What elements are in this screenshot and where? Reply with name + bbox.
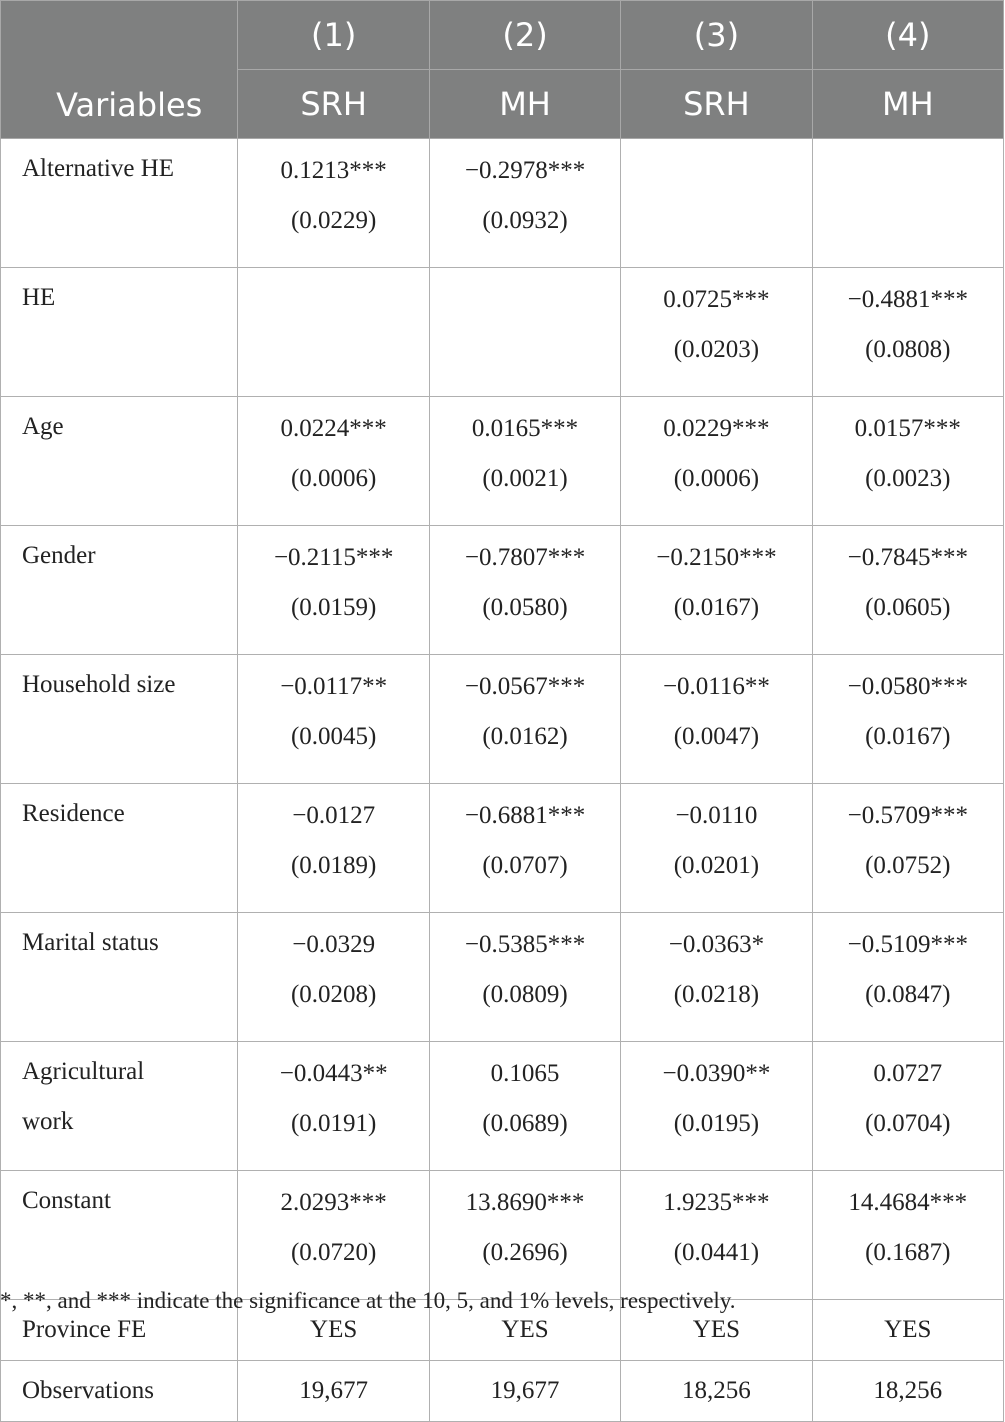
coefficient: 2.0293***: [280, 1189, 387, 1216]
table-row: [1, 397, 1004, 526]
standard-error: (0.0195): [673, 1110, 760, 1137]
coefficient: [813, 146, 1003, 196]
column-header-4: (4): [812, 1, 1003, 70]
column-header-1: (1): [238, 1, 429, 70]
standard-error: (0.0218): [673, 981, 760, 1008]
coefficient: 0.0165***: [471, 415, 579, 442]
standard-error: (0.0707): [482, 852, 568, 879]
standard-error: [621, 196, 811, 246]
standard-error: (0.0441): [673, 1239, 760, 1266]
table-row: [1, 784, 1004, 913]
table-cell: [429, 1042, 620, 1171]
standard-error: (0.0208): [290, 981, 377, 1008]
table-cell: [238, 397, 429, 526]
standard-error: (0.0847): [865, 981, 951, 1008]
table-cell: [621, 655, 812, 784]
table-row: [1, 1042, 1004, 1171]
standard-error: (0.0932): [482, 207, 568, 234]
table-cell: [621, 784, 812, 913]
standard-error: (0.0720): [290, 1239, 377, 1266]
standard-error: (0.0201): [673, 852, 760, 879]
coefficient: −0.0329: [292, 931, 376, 958]
variables-header: Variables: [1, 1, 238, 139]
standard-error: (0.0689): [482, 1110, 568, 1137]
row-label-text: Marital status: [22, 929, 159, 956]
table-cell: [429, 268, 620, 397]
coefficient: 0.0157***: [854, 415, 961, 442]
table-cell: [812, 397, 1003, 526]
coefficient: 14.4684***: [848, 1189, 968, 1216]
standard-error: (0.0167): [673, 594, 760, 621]
dependent-header-2: MH: [429, 70, 620, 139]
coefficient: 0.1213***: [280, 157, 387, 184]
table-cell: YES: [238, 1300, 429, 1361]
coefficient: −0.7845***: [847, 544, 968, 571]
coefficient: 0.0725***: [663, 286, 770, 313]
dependent-header-1: SRH: [238, 70, 429, 139]
row-label-line-2: work: [22, 1108, 74, 1135]
table-row: [1, 526, 1004, 655]
table-cell: 19,677: [429, 1361, 620, 1422]
coefficient: −0.6881***: [464, 802, 586, 829]
coefficient: −0.0567***: [464, 673, 586, 700]
coefficient: −0.0580***: [847, 673, 968, 700]
row-label: Province FE: [1, 1300, 238, 1361]
coefficient: −0.4881***: [847, 286, 968, 313]
standard-error: (0.0203): [673, 336, 760, 363]
row-label: [1, 655, 238, 784]
row-label-text: Age: [22, 413, 64, 440]
coefficient: −0.5109***: [847, 931, 968, 958]
coefficient: 13.8690***: [465, 1189, 585, 1216]
dependent-header-4: MH: [812, 70, 1003, 139]
coefficient: −0.0443**: [279, 1060, 388, 1087]
column-header-2: (2): [429, 1, 620, 70]
standard-error: (0.0159): [290, 594, 377, 621]
standard-error: (0.0045): [290, 723, 377, 750]
table-cell: [429, 139, 620, 268]
coefficient: [430, 275, 620, 325]
coefficient: −0.0117**: [280, 673, 388, 700]
table-row: [1, 655, 1004, 784]
coefficient: 0.1065: [490, 1060, 560, 1087]
standard-error: (0.0229): [290, 207, 377, 234]
coefficient: −0.0390**: [662, 1060, 771, 1087]
table-cell: [812, 268, 1003, 397]
standard-error: [430, 325, 620, 375]
coefficient: −0.0363*: [668, 931, 765, 958]
standard-error: (0.2696): [482, 1239, 568, 1266]
standard-error: (0.0162): [482, 723, 568, 750]
column-header-3: (3): [621, 1, 812, 70]
standard-error: (0.0809): [482, 981, 568, 1008]
table-cell: [238, 1042, 429, 1171]
coefficient: −0.0127: [292, 802, 376, 829]
table-cell: [238, 1171, 429, 1300]
standard-error: (0.0006): [290, 465, 377, 492]
table-cell: 19,677: [238, 1361, 429, 1422]
table-cell: [812, 526, 1003, 655]
standard-error: (0.0189): [290, 852, 377, 879]
table-cell: [812, 655, 1003, 784]
table-row: [1, 1171, 1004, 1300]
coefficient: −0.5385***: [464, 931, 586, 958]
standard-error: (0.0580): [482, 594, 568, 621]
table-footnote: *, **, and *** indicate the significance at the 10, 5, and 1% levels, respectively.: [0, 1288, 736, 1313]
table-cell: YES: [621, 1300, 812, 1361]
table-cell: [621, 1042, 812, 1171]
observations-row: [1, 1361, 1004, 1422]
table-cell: [238, 526, 429, 655]
table-row: [1, 139, 1004, 268]
table-cell: YES: [812, 1300, 1003, 1361]
row-label: [1, 1171, 238, 1300]
standard-error: (0.0704): [865, 1110, 951, 1137]
row-label-text: Constant: [22, 1187, 111, 1214]
table-cell: [812, 139, 1003, 268]
row-label: Observations: [1, 1361, 238, 1422]
row-label-text: Residence: [22, 800, 125, 827]
table-cell: [812, 1171, 1003, 1300]
table-cell: [621, 397, 812, 526]
standard-error: (0.0808): [865, 336, 951, 363]
standard-error: (0.0021): [482, 465, 568, 492]
table-cell: [621, 526, 812, 655]
row-label-text: HE: [22, 284, 56, 311]
row-label: [1, 397, 238, 526]
table-cell: [429, 397, 620, 526]
table-cell: YES: [429, 1300, 620, 1361]
table-cell: [621, 268, 812, 397]
table-row: [1, 913, 1004, 1042]
table-cell: [238, 784, 429, 913]
coefficient: 0.0229***: [663, 415, 770, 442]
row-label: [1, 526, 238, 655]
table-cell: [621, 913, 812, 1042]
table-cell: 18,256: [621, 1361, 812, 1422]
row-label: [1, 1042, 238, 1171]
standard-error: (0.0023): [865, 465, 951, 492]
row-label: [1, 784, 238, 913]
table-cell: [429, 526, 620, 655]
standard-error: [813, 196, 1003, 246]
table-cell: [429, 655, 620, 784]
standard-error: (0.0047): [673, 723, 760, 750]
table-cell: [621, 139, 812, 268]
table-cell: [429, 913, 620, 1042]
table-cell: [238, 139, 429, 268]
row-label-text: Alternative HE: [22, 155, 175, 182]
coefficient: 1.9235***: [663, 1189, 770, 1216]
coefficient: −0.2115***: [273, 544, 394, 571]
table-cell: 18,256: [812, 1361, 1003, 1422]
table-cell: [812, 913, 1003, 1042]
standard-error: (0.0752): [865, 852, 951, 879]
table-row: [1, 268, 1004, 397]
coefficient: 0.0727: [873, 1060, 943, 1087]
table-cell: [238, 913, 429, 1042]
coefficient: −0.2978***: [464, 157, 586, 184]
standard-error: [238, 325, 428, 375]
standard-error: (0.0006): [673, 465, 760, 492]
table-cell: [429, 784, 620, 913]
row-label: [1, 913, 238, 1042]
table-cell: [812, 784, 1003, 913]
coefficient: −0.5709***: [847, 802, 968, 829]
row-label-line-1: Agricultural: [22, 1058, 145, 1085]
table-cell: [621, 1171, 812, 1300]
row-label-text: Gender: [22, 542, 96, 569]
coefficient: [621, 146, 811, 196]
standard-error: (0.1687): [865, 1239, 951, 1266]
coefficient: −0.0110: [675, 802, 758, 829]
row-label: [1, 268, 238, 397]
coefficient: [238, 275, 428, 325]
coefficient: −0.0116**: [662, 673, 770, 700]
header-row-models: [1, 1, 1004, 70]
standard-error: (0.0167): [865, 723, 951, 750]
coefficient: 0.0224***: [280, 415, 387, 442]
table-cell: [238, 655, 429, 784]
table-cell: [238, 268, 429, 397]
row-label: [1, 139, 238, 268]
coefficient: −0.2150***: [656, 544, 777, 571]
table-cell: [429, 1171, 620, 1300]
standard-error: (0.0191): [290, 1110, 377, 1137]
coefficient: −0.7807***: [464, 544, 586, 571]
dependent-header-3: SRH: [621, 70, 812, 139]
standard-error: (0.0605): [865, 594, 951, 621]
row-label-text: Household size: [22, 671, 176, 698]
table-cell: [812, 1042, 1003, 1171]
